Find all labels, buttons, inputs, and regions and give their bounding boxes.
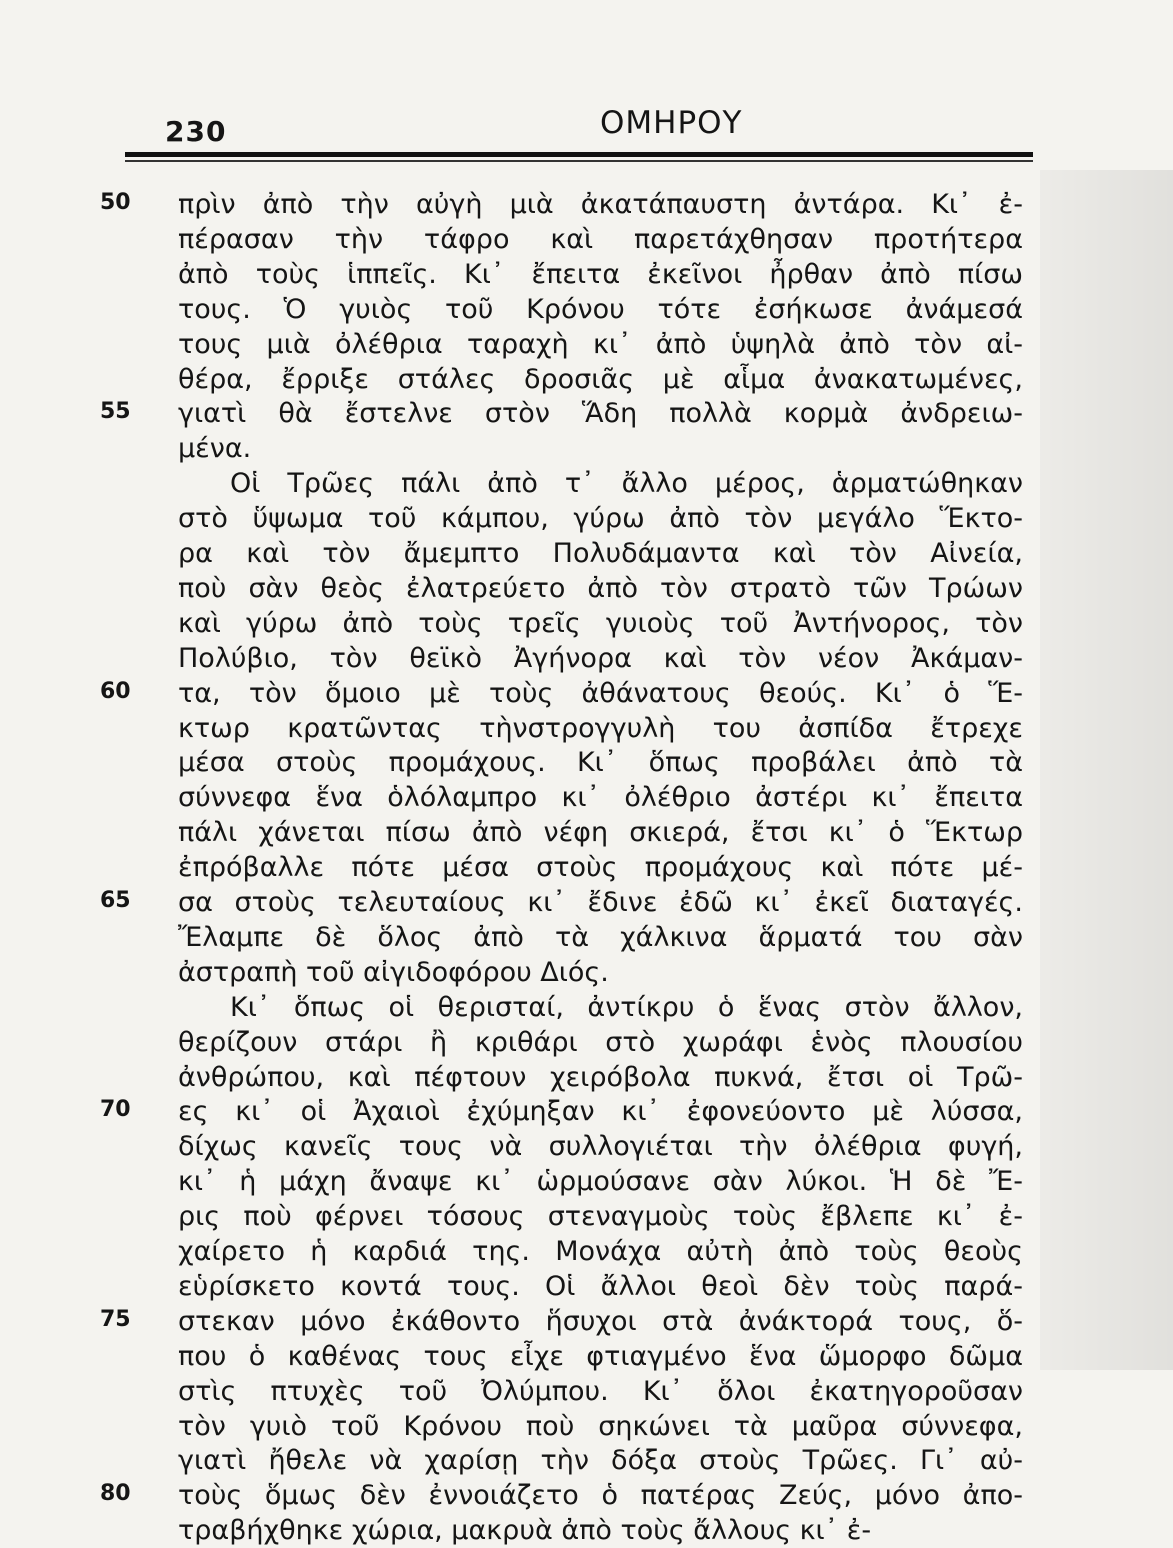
line-text: χαίρετο ἡ καρδιά της. Μονάχα αὐτὴ ἀπὸ τοὺς θεοὺς [178,1236,1023,1267]
line-text: ες κι᾿ οἱ Ἀχαιοὶ ἐχύμηξαν κι᾿ ἐφονεύοντο μὲ λύσσα, [178,1096,1023,1127]
text-line [0,642,1173,676]
line-text: ἀστραπὴ τοῦ αἰγιδοφόρου Διός. [178,957,609,988]
text-line [0,1305,1173,1339]
line-text: σα στοὺς τελευταίους κι᾿ ἔδινε ἐδῶ κι᾿ ἐκεῖ διαταγές. [178,887,1023,918]
line-number: 65 [100,888,131,913]
line-text: που ὁ καθένας τους εἶχε φτιαγμένο ἕνα ὥμορφο δῶμα [178,1341,1023,1372]
text-line [0,746,1173,780]
line-text: Κι᾿ ὅπως οἱ θερισταί, ἀντίκρυ ὁ ἕνας στὸν ἄλλον, [230,992,1023,1023]
text-line [0,886,1173,920]
line-text: στὸ ὕψωμα τοῦ κάμπου, γύρω ἀπὸ τὸν μεγάλο Ἕκτο- [178,503,1023,534]
line-text: Οἱ Τρῶες πάλι ἀπὸ τ᾿ ἄλλο μέρος, ἁρματώθηκαν [230,468,1023,499]
line-text: πάλι χάνεται πίσω ἀπὸ νέφη σκιερά, ἔτσι κι᾿ ὁ Ἕκτωρ [178,817,1023,848]
line-text: τους μιὰ ὀλέθρια ταραχὴ κι᾿ ἀπὸ ὑψηλὰ ἀπὸ τὸν αἰ- [178,329,1023,360]
line-text: ρα καὶ τὸν ἄμεμπτο Πολυδάμαντα καὶ τὸν Αἰνεία, [178,538,1023,569]
line-number: 60 [100,679,131,704]
line-text: γιατὶ ἤθελε νὰ χαρίσῃ τὴν δόξα στοὺς Τρῶες. Γι᾿ αὐ- [178,1445,1023,1476]
line-text: γιατὶ θὰ ἔστελνε στὸν Ἅδη πολλὰ κορμὰ ἀνδρειω- [178,398,1023,429]
line-text: θερίζουν στάρι ἢ κριθάρι στὸ χωράφι ἑνὸς πλουσίου [178,1027,1023,1058]
text-line [0,188,1173,222]
text-line [0,1026,1173,1060]
running-title: ΟΜΗΡΟΥ [600,105,743,141]
line-text: τραβήχθηκε χώρια, μακρυὰ ἀπὸ τοὺς ἄλλους κι᾿ ἐ- [178,1515,872,1546]
text-line [0,1061,1173,1095]
line-text: πέρασαν τὴν τάφρο καὶ παρετάχθησαν προτήτερα [178,224,1023,255]
text-line [0,921,1173,955]
line-text: πρὶν ἀπὸ τὴν αὐγὴ μιὰ ἀκατάπαυστη ἀντάρα. Κι᾿ ἐ- [178,189,1023,220]
line-text: τοὺς ὅμως δὲν ἐννοιάζετο ὁ πατέρας Ζεύς, μόνο ἀπο- [178,1480,1023,1511]
text-line [0,397,1173,431]
text-line [0,258,1173,292]
line-text: θέρα, ἔρριξε στάλες δροσιᾶς μὲ αἷμα ἀνακατωμένες, [178,364,1023,395]
text-line [0,1410,1173,1444]
text-line [0,432,1173,466]
text-line [0,502,1173,536]
text-line [0,1165,1173,1199]
line-text: τὸν γυιὸ τοῦ Κρόνου ποὺ σηκώνει τὰ μαῦρα σύννεφα, [178,1411,1023,1442]
text-line [0,991,1173,1025]
line-text: ποὺ σὰν θεὸς ἐλατρεύετο ἀπὸ τὸν στρατὸ τῶν Τρώων [178,573,1023,604]
line-text: στὶς πτυχὲς τοῦ Ὀλύμπου. Κι᾿ ὅλοι ἐκατηγοροῦσαν [178,1376,1023,1407]
line-text: τους. Ὁ γυιὸς τοῦ Κρόνου τότε ἐσήκωσε ἀνάμεσά [178,294,1023,325]
text-line [0,537,1173,571]
line-text: ἐπρόβαλλε πότε μέσα στοὺς προμάχους καὶ πότε μέ- [178,852,1023,883]
text-line [0,1375,1173,1409]
line-text: στεκαν μόνο ἐκάθοντο ἥσυχοι στὰ ἀνάκτορά τους, ὅ- [178,1306,1023,1337]
line-text: τα, τὸν ὅμοιο μὲ τοὺς ἀθάνατους θεούς. Κι᾿ ὁ Ἕ- [178,678,1023,709]
line-text: ἀπὸ τοὺς ἱππεῖς. Κι᾿ ἔπειτα ἐκεῖνοι ἦρθαν ἀπὸ πίσω [178,259,1023,290]
line-text: ἀνθρώπου, καὶ πέφτουν χειρόβολα πυκνά, ἔτσι οἱ Τρῶ- [178,1062,1023,1093]
text-line [0,607,1173,641]
line-text: Ἔλαμπε δὲ ὅλος ἀπὸ τὰ χάλκινα ἅρματά του σὰν [178,922,1023,953]
text-line [0,1514,1173,1548]
text-line [0,1270,1173,1304]
text-line [0,956,1173,990]
header-rule-thin [125,160,1033,162]
line-number: 80 [100,1481,131,1506]
text-line [0,851,1173,885]
line-text: σύννεφα ἕνα ὁλόλαμπρο κι᾿ ὀλέθριο ἀστέρι κι᾿ ἔπειτα [178,782,1023,813]
line-text: μέσα στοὺς προμάχους. Κι᾿ ὅπως προβάλει ἀπὸ τὰ [178,747,1023,778]
line-number: 50 [100,190,131,215]
line-text: κι᾿ ἡ μάχη ἄναψε κι᾿ ὡρμούσανε σὰν λύκοι. Ἡ δὲ Ἔ- [178,1166,1023,1197]
line-number: 75 [100,1307,131,1332]
line-number: 70 [100,1097,131,1122]
text-line [0,223,1173,257]
text-line [0,781,1173,815]
page-number: 230 [165,115,227,148]
text-line [0,293,1173,327]
text-line [0,1200,1173,1234]
line-text: εὑρίσκετο κοντά τους. Οἱ ἄλλοι θεοὶ δὲν τοὺς παρά- [178,1271,1023,1302]
text-line [0,1095,1173,1129]
text-line [0,328,1173,362]
page-header [165,105,1033,148]
text-line [0,1340,1173,1374]
line-text: ρις ποὺ φέρνει τόσους στεναγμοὺς τοὺς ἔβλεπε κι᾿ ἐ- [178,1201,1023,1232]
text-line [0,1444,1173,1478]
text-line [0,363,1173,397]
text-line [0,1130,1173,1164]
text-line [0,572,1173,606]
text-line [0,1235,1173,1269]
header-rule [125,152,1033,157]
text-line [0,1479,1173,1513]
line-text: μένα. [178,433,252,464]
text-line [0,467,1173,501]
line-text: Πολύβιο, τὸν θεϊκὸ Ἀγήνορα καὶ τὸν νέον Ἀκάμαν- [178,643,1023,674]
line-text: καὶ γύρω ἀπὸ τοὺς τρεῖς γυιοὺς τοῦ Ἀντήνορος, τὸν [178,608,1023,639]
line-text: δίχως κανεῖς τους νὰ συλλογιέται τὴν ὀλέθρια φυγή, [178,1131,1023,1162]
text-line [0,816,1173,850]
line-number: 55 [100,399,131,424]
text-line [0,712,1173,746]
line-text: κτωρ κρατῶντας τὴνστρογγυλὴ του ἀσπίδα ἔτρεχε [178,713,1023,744]
text-line [0,677,1173,711]
